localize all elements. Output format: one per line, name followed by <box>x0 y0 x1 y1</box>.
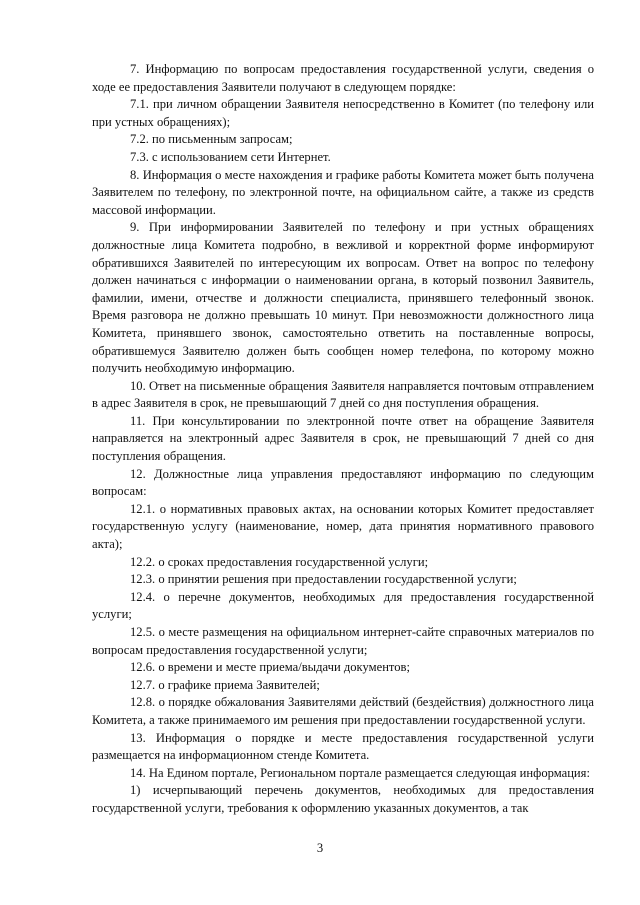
page-number: 3 <box>316 841 324 855</box>
paragraph-12-5: 12.5. о месте размещения на официальном интернет-сайте справочных материалов по вопросам предоставления государственной услуги; <box>92 625 594 657</box>
paragraph-12-3: 12.3. о принятии решения при предоставлении государственной услуги; <box>130 572 517 587</box>
paragraph-12-4: 12.4. о перечне документов, необходимых для предоставления государственной услуги; <box>92 589 594 622</box>
paragraph-14: 14. На Едином портале, Региональном портале размещается следующая информация: <box>130 765 590 780</box>
paragraph-12-6: 12.6. о времени и месте приема/выдачи документов; <box>130 660 411 675</box>
paragraph-10: 10. Ответ на письменные обращения Заявителя направляется почтовым отправлением в адрес Заявителя в срок, не превышающий 7 дней со дня поступления обращения. <box>92 378 594 411</box>
paragraph-14-1: 1) исчерпывающий перечень документов, необходимых для предоставления государственной услуги, требования к оформлению указанных документов, а так <box>92 783 594 815</box>
paragraph-13: 13. Информация о порядке и месте предоставления государственной услуги размещается на информационном стенде Комитета. <box>92 730 594 763</box>
paragraph-7-1: 7.1. при личном обращении Заявителя непосредственно в Комитет (по телефону или при устных обращениях); <box>92 97 594 129</box>
paragraph-9: 9. При информировании Заявителей по телефону и при устных обращениях должностные лица Комитета подробно, в вежливой и корректной форме информируют обратившихся Заявителей по интересующим их вопросам. Ответ на вопрос по телефону должен начинаться с информации о наименовании органа, в который позвонил Заявитель, фамилии, имени, отчестве и должности специалиста, принявшего телефонный звонок. Время разговора не должно превышать 10 минут. При невозможности должностного лица Комитета, принявшего звонок, самостоятельно ответить на поставленные вопросы, обратившемуся Заявителю должен быть сообщен номер телефона, по которому можно получить необходимую информацию. <box>92 220 594 376</box>
paragraph-7-3: 7.3. с использованием сети Интернет. <box>130 149 331 164</box>
paragraph-7: 7. Информацию по вопросам предоставления государственной услуги, сведения о ходе ее предоставления Заявители получают в следующем порядке: <box>92 62 594 94</box>
paragraph-12-2: 12.2. о сроках предоставления государственной услуги; <box>130 554 429 569</box>
paragraph-12-1: 12.1. о нормативных правовых актах, на основании которых Комитет предоставляет государственную услугу (наименование, номер, дата принятия нормативного правового акта); <box>92 501 594 552</box>
paragraph-12-8: 12.8. о порядке обжалования Заявителями действий (бездействия) должностного лица Комитета, а также принимаемого им решения при предоставлении государственной услуги. <box>92 695 594 727</box>
paragraph-11: 11. При консультировании по электронной почте ответ на обращение Заявителя направляется на электронный адрес Заявителя в срок, не превышающий 7 дней со дня поступления обращения. <box>92 413 594 464</box>
paragraph-8: 8. Информация о месте нахождения и графике работы Комитета может быть получена Заявителем по телефону, по электронной почте, на официальном сайте, а также из средств массовой информации. <box>92 167 594 217</box>
paragraph-12: 12. Должностные лица управления предоставляют информацию по следующим вопросам: <box>92 466 594 499</box>
paragraph-7-2: 7.2. по письменным запросам; <box>130 132 293 147</box>
document-body <box>92 61 594 818</box>
paragraph-12-7: 12.7. о графике приема Заявителей; <box>130 677 320 692</box>
